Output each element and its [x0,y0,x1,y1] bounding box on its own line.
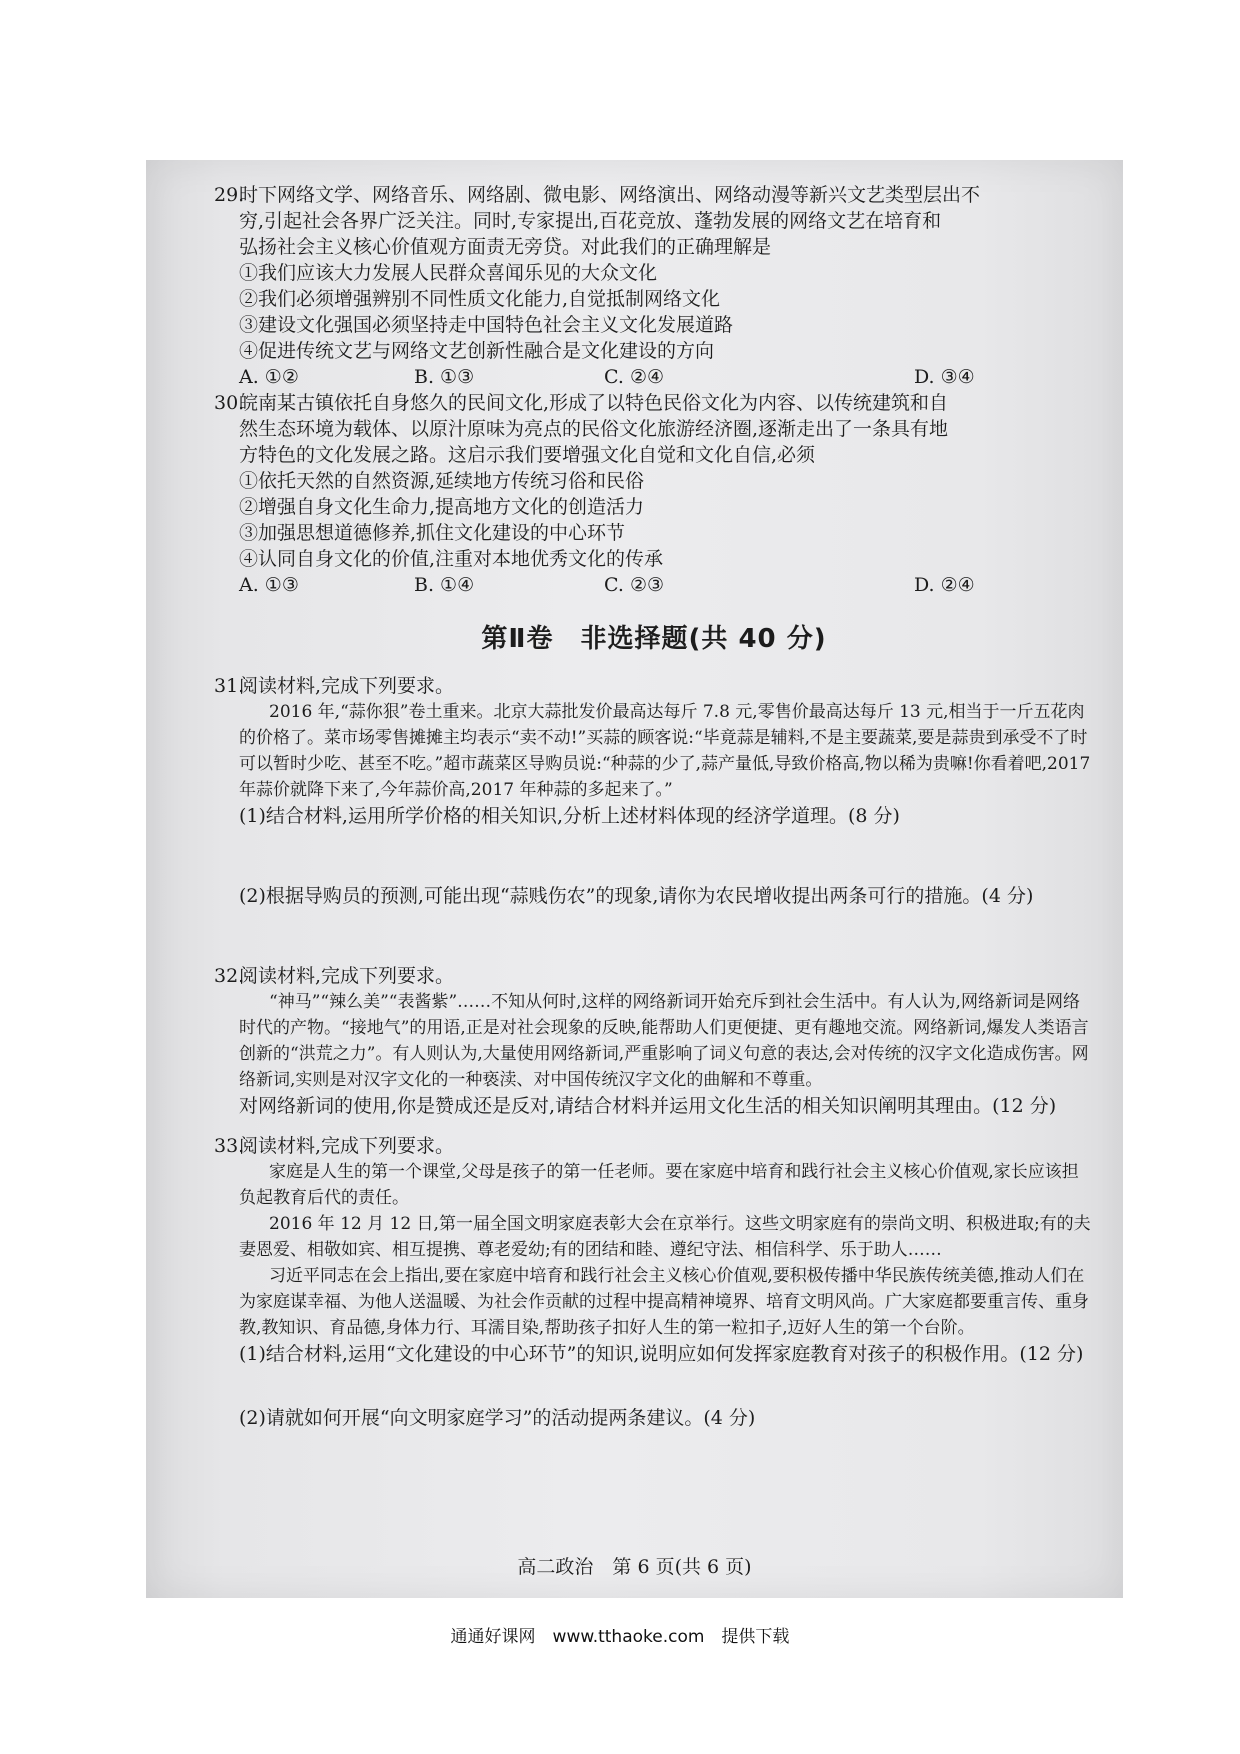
question-number: 31. [214,675,245,697]
question-number: 30. [214,392,245,414]
stem-line: 然生态环境为载体、以原汁原味为亮点的民俗文化旅游经济圈,逐渐走出了一条具有地 [239,418,949,440]
material: 2016 年,“蒜你狠”卷土重来。北京大蒜批发价最高达每斤 7.8 元,零售价最高达每斤 13 元,相当于一斤五花肉的价格了。菜市场零售摊摊主均表示“卖不动!”买蒜的顾客说:“毕竟蒜是辅料,不是主要蔬菜,要是蒜贵到承受不了时可以暂时少吃、甚至不吃。”超市蔬菜区导购员说:“种蒜的少了,蒜产量低,导致价格高,物以稀为贵嘛!你看着吧,2017 年蒜价就降下来了,今年蒜价高,2017 年种蒜的多起来了。” [239,702,1091,800]
option-d: D. ②④ [914,574,975,596]
option-b: B. ①④ [414,574,475,596]
stem-line: 方特色的文化发展之路。这启示我们要增强文化自觉和文化自信,必须 [239,444,816,466]
option-d: D. ③④ [914,366,975,388]
option-a: A. ①② [239,366,299,388]
statement: ②我们必须增强辨别不同性质文化能力,自觉抵制网络文化 [239,288,721,310]
question-29 [214,182,1094,390]
question-intro: 阅读材料,完成下列要求。 [239,965,455,987]
statement: ①依托天然的自然资源,延续地方传统习俗和民俗 [239,470,645,492]
option-c: C. ②③ [604,574,665,596]
option-c: C. ②④ [604,366,665,388]
statement: ③建设文化强国必须坚持走中国特色社会主义文化发展道路 [239,314,734,336]
question-31 [214,673,1094,699]
statement: ①我们应该大力发展人民群众喜闻乐见的大众文化 [239,262,658,284]
question-prompt: 对网络新词的使用,你是赞成还是反对,请结合材料并运用文化生活的相关知识阐明其理由。(12 分) [239,1095,1057,1117]
stem-line: 皖南某古镇依托自身悠久的民间文化,形成了以特色民俗文化为内容、以传统建筑和自 [239,392,949,414]
option-a: A. ①③ [239,574,299,596]
question-30 [214,390,1094,598]
question-number: 29. [214,184,245,206]
material: “神马”“辣么美”“表酱紫”……不知从何时,这样的网络新词开始充斥到社会生活中。有人认为,网络新词是网络时代的产物。“接地气”的用语,正是对社会现象的反映,能帮助人们更便捷、更有趣地交流。网络新词,爆发人类语言创新的“洪荒之力”。有人则认为,大量使用网络新词,严重影响了词义句意的表达,会对传统的汉字文化造成伤害。网络新词,实则是对汉字文化的一种亵渎、对中国传统汉字文化的曲解和不尊重。 [239,992,1089,1090]
question-number: 33. [214,1135,245,1157]
answer-options [239,572,1094,598]
question-32 [214,963,1094,989]
stem-line: 弘扬社会主义核心价值观方面责无旁贷。对此我们的正确理解是 [239,236,772,258]
question-33 [214,1133,1094,1159]
section-title: 第Ⅱ卷 非选择题(共 40 分) [481,624,827,654]
statement: ②增强自身文化生命力,提高地方文化的创造活力 [239,496,645,518]
site-footer: 通通好课网 www.tthaoke.com 提供下载 [450,1627,790,1647]
option-b: B. ①③ [414,366,475,388]
material-paragraph: 2016 年 12 月 12 日,第一届全国文明家庭表彰大会在京举行。这些文明家庭有的崇尚文明、积极进取;有的夫妻恩爱、相敬如宾、相互提携、尊老爱幼;有的团结和睦、遵纪守法、相信科学、乐于助人…… [239,1214,1091,1260]
answer-options [239,364,1094,390]
statement: ④促进传统文艺与网络文艺创新性融合是文化建设的方向 [239,340,715,362]
question-intro: 阅读材料,完成下列要求。 [239,675,455,697]
page-footer: 高二政治 第 6 页(共 6 页) [517,1556,752,1578]
sub-question-1: (1)结合材料,运用所学价格的相关知识,分析上述材料体现的经济学道理。(8 分) [239,805,900,827]
material-paragraph: 习近平同志在会上指出,要在家庭中培育和践行社会主义核心价值观,要积极传播中华民族传统美德,推动人们在为家庭谋幸福、为他人送温暖、为社会作贡献的过程中提高精神境界、培育文明风尚。广大家庭都要重言传、重身教,教知识、育品德,身体力行、耳濡目染,帮助孩子扣好人生的第一粒扣子,迈好人生的第一个台阶。 [239,1266,1089,1338]
sub-question-2: (2)根据导购员的预测,可能出现“蒜贱伤农”的现象,请你为农民增收提出两条可行的措施。(4 分) [239,885,1034,907]
exam-content [214,182,1094,1431]
question-intro: 阅读材料,完成下列要求。 [239,1135,455,1157]
sub-question-2: (2)请就如何开展“向文明家庭学习”的活动提两条建议。(4 分) [239,1407,756,1429]
question-number: 32. [214,965,245,987]
sub-question-1: (1)结合材料,运用“文化建设的中心环节”的知识,说明应如何发挥家庭教育对孩子的积极作用。(12 分) [239,1343,1084,1365]
stem-line: 穷,引起社会各界广泛关注。同时,专家提出,百花竞放、蓬勃发展的网络文艺在培育和 [239,210,942,232]
statement: ④认同自身文化的价值,注重对本地优秀文化的传承 [239,548,664,570]
statement: ③加强思想道德修养,抓住文化建设的中心环节 [239,522,626,544]
material-paragraph: 家庭是人生的第一个课堂,父母是孩子的第一任老师。要在家庭中培育和践行社会主义核心价值观,家长应该担负起教育后代的责任。 [239,1162,1079,1208]
scanned-exam-page [146,160,1123,1598]
stem-line: 时下网络文学、网络音乐、网络剧、微电影、网络演出、网络动漫等新兴文艺类型层出不 [239,184,981,206]
